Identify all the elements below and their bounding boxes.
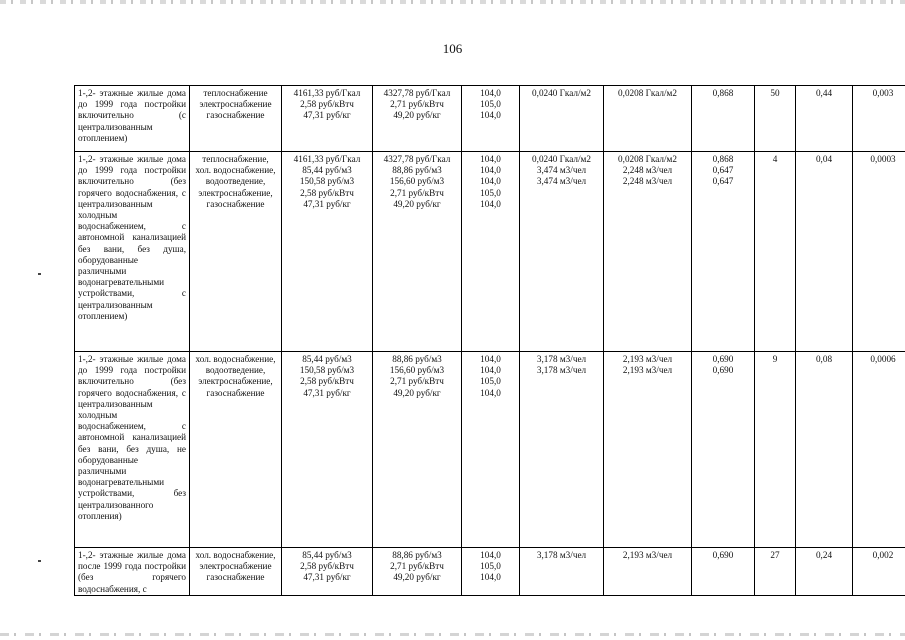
cell-line: 1-,2- этажные жилые дома до 1999 года постройки включительно (без горячего водоснабжения, с централизованным холодным водоснабжением, с автономной канализацией без вани, без душа, не оборудованные различными водонагревательными устройствами, без централизованного отопления) (78, 354, 186, 521)
coefficient-cell (692, 548, 755, 596)
cell-line: 0,647 (712, 165, 734, 176)
cell-line: 104,0 (480, 198, 501, 209)
cell-line: 47,31 руб/кг (303, 387, 351, 398)
cell-line: электроснабжение, (198, 187, 273, 198)
count-cell: 27 (755, 548, 796, 596)
cell-line: теплоснабжение, (202, 154, 269, 164)
cell-line: 104,0 (480, 550, 501, 560)
index-cell (462, 548, 520, 596)
norm-new-cell (604, 548, 692, 596)
services-cell (190, 352, 282, 548)
cell-line: 156,60 руб/м3 (389, 176, 445, 187)
share-cell: 0,44 (796, 86, 853, 152)
index-cell (462, 86, 520, 152)
count-cell: 4 (755, 152, 796, 352)
count-cell: 50 (755, 86, 796, 152)
cell-line: 2,58 руб/кВтч (300, 99, 354, 110)
norm-new-cell (604, 352, 692, 548)
services-cell (190, 548, 282, 596)
cell-line: 2,193 м3/чел (622, 365, 673, 376)
cell-line: 156,60 руб/м3 (389, 365, 445, 376)
cell-line: 1-,2- этажные жилые дома до 1999 года постройки включительно (без горячего водоснабжения, с централизованным холодным водоснабжением, с автономной канализацией без вани, без душа, оборудованные различными водонагревательными устройствами, с централизованным отоплением) (78, 154, 186, 321)
housing-type-cell (75, 152, 190, 352)
cell-line: 0,690 (712, 354, 734, 364)
cell-line: 104,0 (480, 387, 501, 398)
cell-line: электроснабжение (199, 99, 272, 110)
table-row (75, 548, 905, 596)
cell-line: 2,58 руб/кВтч (300, 376, 354, 387)
housing-type-cell (75, 86, 190, 152)
share-cell: 0,04 (796, 152, 853, 352)
cell-line: хол. водоснабжение, (195, 354, 276, 364)
cell-line: 104,0 (480, 154, 501, 164)
cell-line: 2,193 м3/чел (622, 354, 673, 364)
norm-new-cell (604, 86, 692, 152)
cell-line: 105,0 (480, 376, 501, 387)
tariff-new-cell (373, 548, 462, 596)
cell-line: 49,20 руб/кг (393, 198, 441, 209)
cell-line: хол. водоснабжение, (195, 165, 276, 176)
cell-line: 4161,33 руб/Гкал (293, 154, 361, 164)
cell-line: 150,58 руб/м3 (299, 365, 355, 376)
ratio-cell: 0,0003 (853, 152, 905, 352)
tariff-new-cell (373, 352, 462, 548)
housing-type-cell (75, 352, 190, 548)
cell-line: 85,44 руб/м3 (302, 165, 352, 176)
cell-line: 2,58 руб/кВтч (300, 187, 354, 198)
cell-line: 104,0 (480, 354, 501, 364)
cell-line: 47,31 руб/кг (303, 198, 351, 209)
coefficient-cell (692, 86, 755, 152)
cell-line: 2,248 м3/чел (622, 165, 673, 176)
cell-line: 49,20 руб/кг (393, 110, 441, 121)
coefficient-cell (692, 352, 755, 548)
cell-line: 47,31 руб/кг (303, 110, 351, 121)
cell-line: 2,71 руб/кВтч (390, 99, 444, 110)
cell-line: 2,248 м3/чел (622, 176, 673, 187)
scan-edge-bottom (0, 633, 905, 636)
margin-mark (38, 273, 41, 275)
cell-line: 105,0 (480, 187, 501, 198)
cell-line: 104,0 (480, 165, 501, 176)
margin-mark (38, 560, 41, 562)
cell-line: 49,20 руб/кг (393, 387, 441, 398)
share-cell: 0,24 (796, 548, 853, 596)
share-cell: 0,08 (796, 352, 853, 548)
cell-line: 0,647 (712, 176, 734, 187)
housing-type-cell (75, 548, 190, 596)
norm-old-cell (520, 152, 604, 352)
cell-line: 2,193 м3/чел (622, 550, 673, 560)
cell-line: 104,0 (480, 365, 501, 376)
cell-line: 88,86 руб/м3 (392, 354, 442, 364)
ratio-cell: 0,0006 (853, 352, 905, 548)
cell-line: 2,58 руб/кВтч (300, 561, 354, 572)
table-row (75, 152, 905, 352)
tariff-new-cell (373, 152, 462, 352)
cell-line: 2,71 руб/кВтч (390, 561, 444, 572)
cell-line: 150,58 руб/м3 (299, 176, 355, 187)
cell-line: 2,71 руб/кВтч (390, 187, 444, 198)
table-row (75, 86, 905, 152)
cell-line: электроснабжение, (198, 376, 273, 387)
cell-line: водоотведение, (205, 365, 266, 376)
table-row (75, 352, 905, 548)
cell-line: 4327,78 руб/Гкал (383, 154, 451, 164)
cell-line: 0,0208 Гкал/м2 (618, 154, 677, 164)
tariff-old-cell (282, 152, 373, 352)
services-cell (190, 152, 282, 352)
cell-line: 105,0 (480, 561, 501, 572)
cell-line: водоотведение, (205, 176, 266, 187)
cell-line: теплоснабжение (203, 88, 268, 98)
page-number: 106 (442, 41, 463, 56)
cell-line: газоснабжение (206, 198, 265, 209)
cell-line: 85,44 руб/м3 (302, 550, 352, 560)
cell-line: газоснабжение (206, 572, 265, 583)
cell-line: 1-,2- этажные жилые дома до 1999 года постройки включительно (с централизованным отоплением) (78, 88, 186, 143)
cell-line: 0,690 (712, 550, 734, 560)
cell-line: 104,0 (480, 572, 501, 583)
tariff-table (74, 85, 905, 596)
cell-line: 0,690 (712, 365, 734, 376)
index-cell (462, 152, 520, 352)
cell-line: 1-,2- этажные жилые дома после 1999 года постройки (без горячего водоснабжения, с (78, 550, 186, 594)
cell-line: 3,178 м3/чел (536, 550, 587, 560)
cell-line: 47,31 руб/кг (303, 572, 351, 583)
norm-old-cell (520, 352, 604, 548)
tariff-old-cell (282, 352, 373, 548)
cell-line: 104,0 (480, 110, 501, 121)
cell-line: 88,86 руб/м3 (392, 550, 442, 560)
norm-new-cell (604, 152, 692, 352)
cell-line: 49,20 руб/кг (393, 572, 441, 583)
cell-line: 0,0240 Гкал/м2 (532, 154, 591, 164)
cell-line: газоснабжение (206, 110, 265, 121)
cell-line: 85,44 руб/м3 (302, 354, 352, 364)
index-cell (462, 352, 520, 548)
cell-line: 0,0240 Гкал/м2 (532, 88, 591, 98)
cell-line: 88,86 руб/м3 (392, 165, 442, 176)
tariff-new-cell (373, 86, 462, 152)
cell-line: 0,868 (712, 154, 734, 164)
cell-line: электроснабжение (199, 561, 272, 572)
cell-line: 0,0208 Гкал/м2 (618, 88, 677, 98)
norm-old-cell (520, 86, 604, 152)
cell-line: газоснабжение (206, 387, 265, 398)
cell-line: 104,0 (480, 88, 501, 98)
services-cell (190, 86, 282, 152)
tariff-old-cell (282, 86, 373, 152)
cell-line: 105,0 (480, 99, 501, 110)
cell-line: 4327,78 руб/Гкал (383, 88, 451, 98)
ratio-cell: 0,002 (853, 548, 905, 596)
scan-edge-top (0, 0, 905, 4)
cell-line: 104,0 (480, 176, 501, 187)
tariff-old-cell (282, 548, 373, 596)
cell-line: 2,71 руб/кВтч (390, 376, 444, 387)
cell-line: 3,178 м3/чел (536, 365, 587, 376)
cell-line: 0,868 (712, 88, 734, 98)
cell-line: 3,474 м3/чел (536, 176, 587, 187)
ratio-cell: 0,003 (853, 86, 905, 152)
norm-old-cell (520, 548, 604, 596)
count-cell: 9 (755, 352, 796, 548)
cell-line: 4161,33 руб/Гкал (293, 88, 361, 98)
cell-line: 3,178 м3/чел (536, 354, 587, 364)
coefficient-cell (692, 152, 755, 352)
cell-line: 3,474 м3/чел (536, 165, 587, 176)
cell-line: хол. водоснабжение, (195, 550, 276, 560)
